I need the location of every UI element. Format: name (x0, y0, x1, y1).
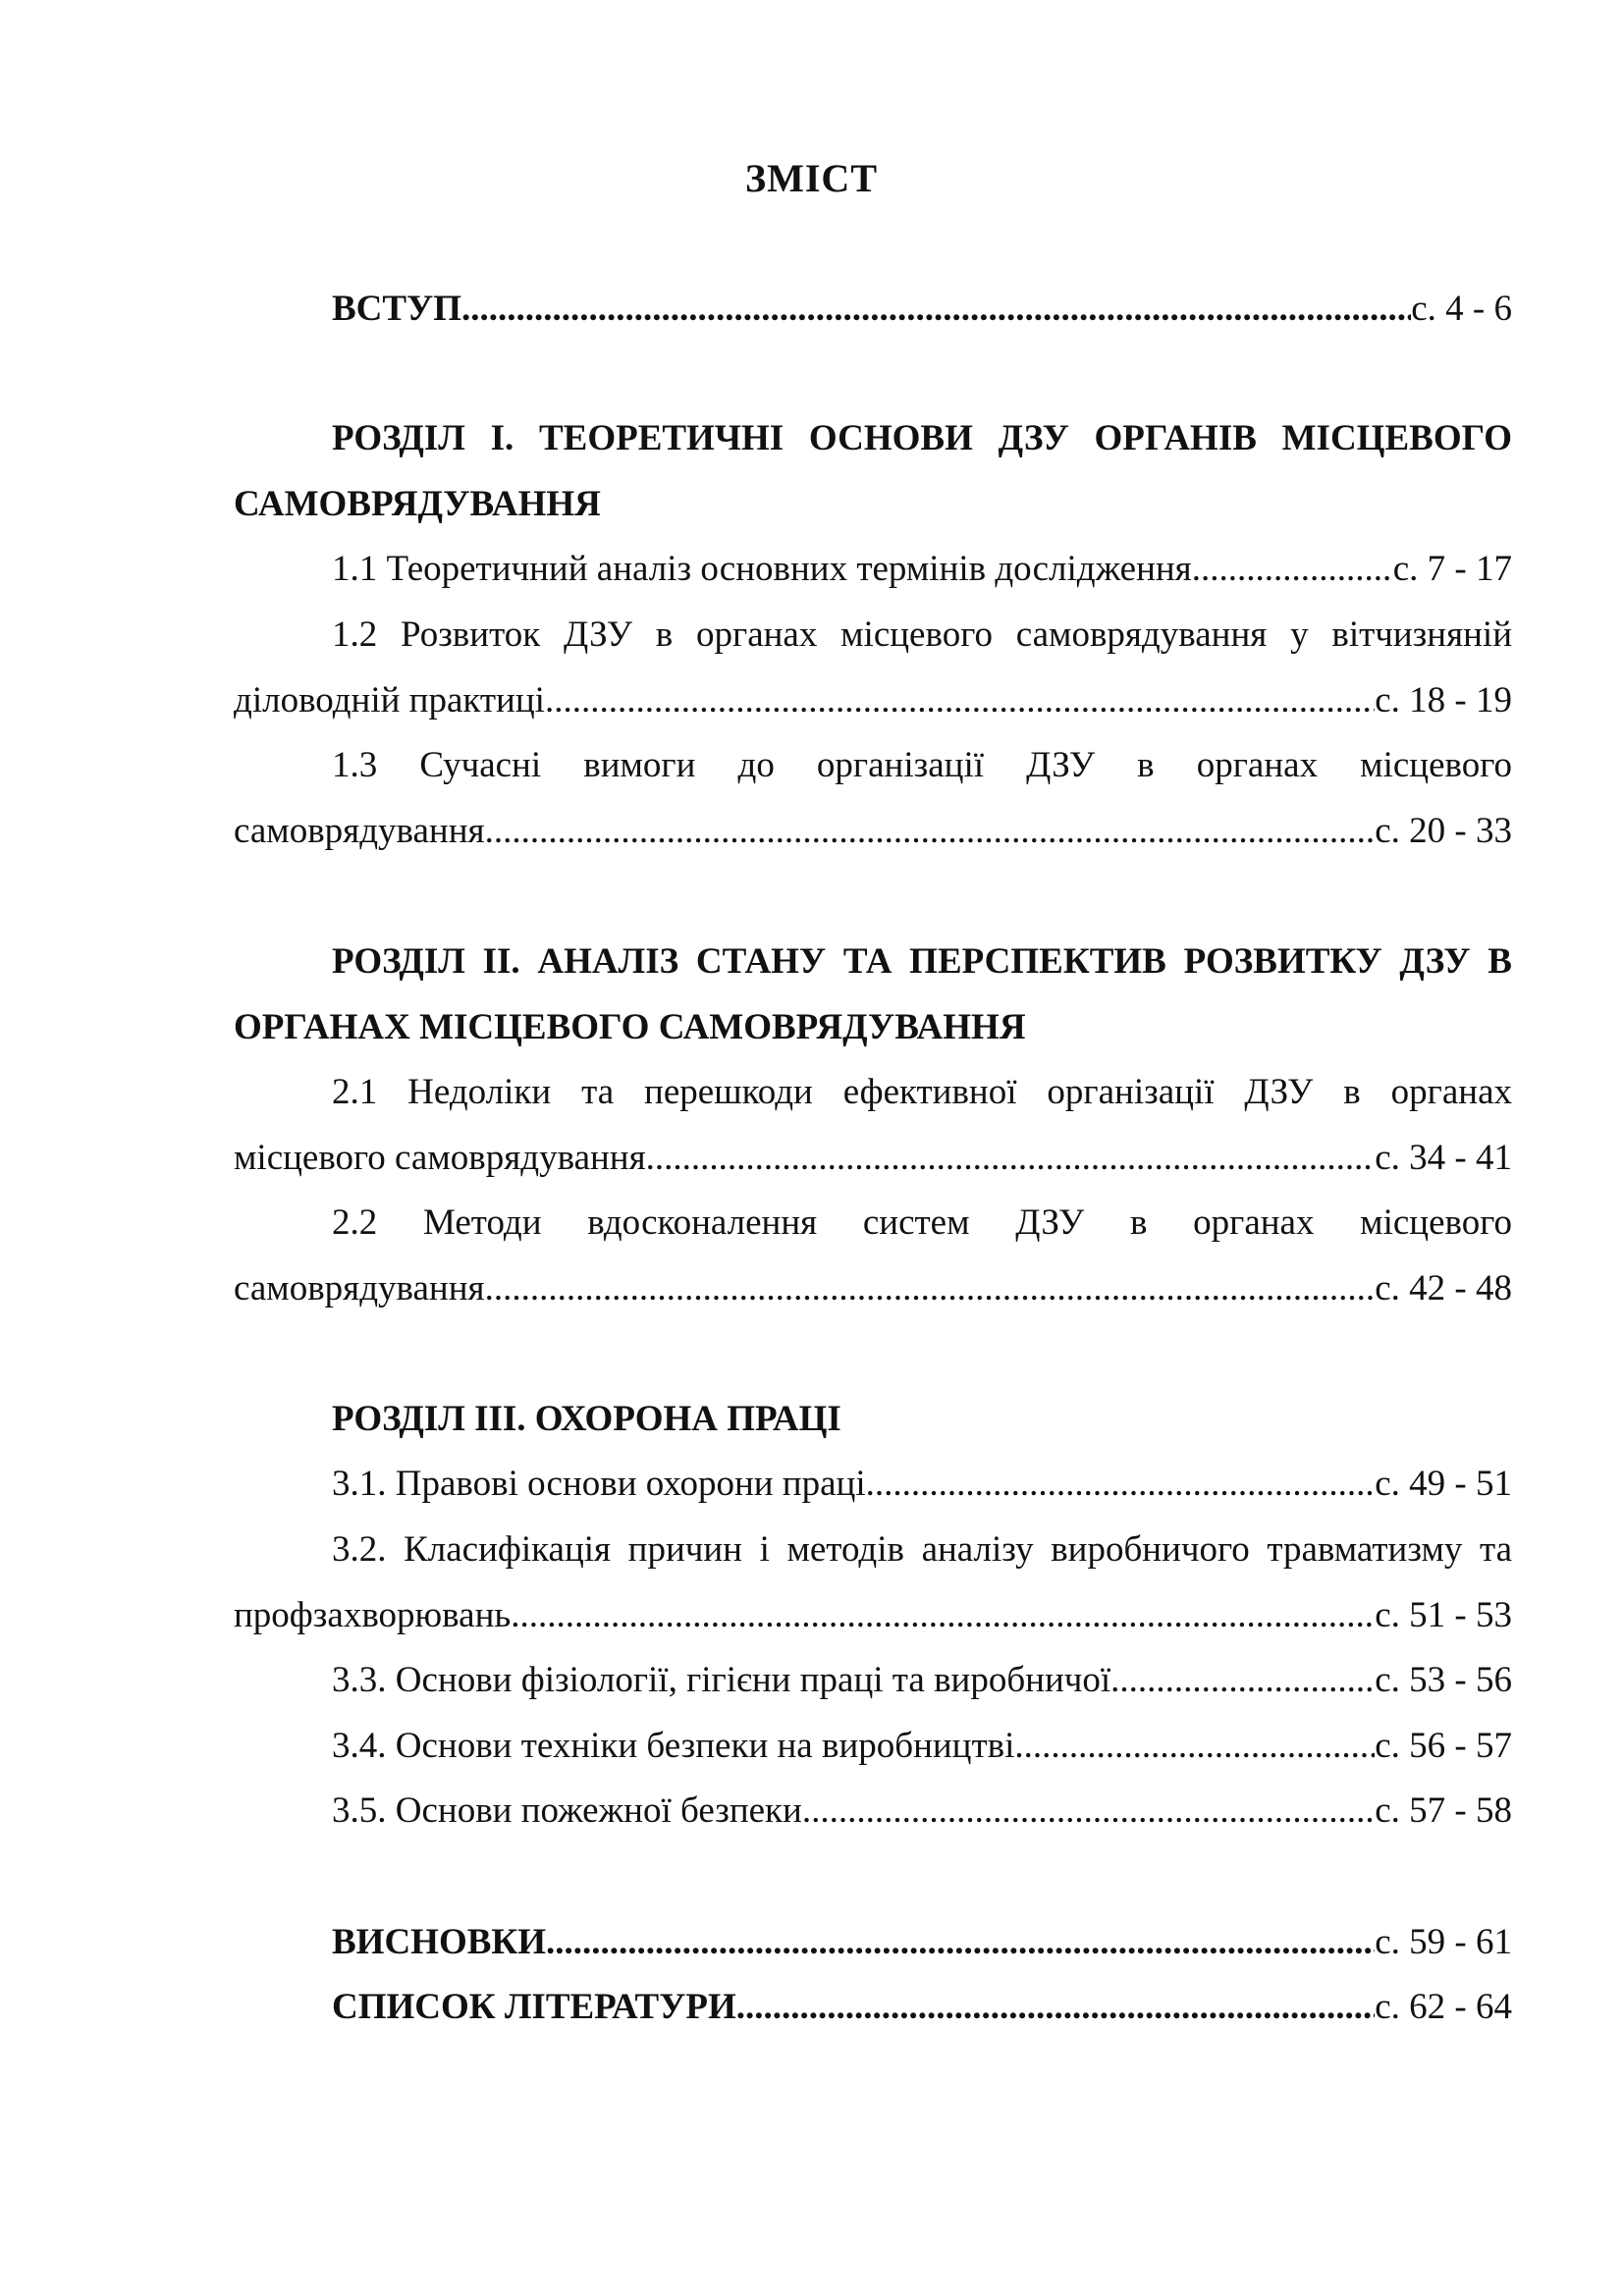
toc-entry-2-2-cont (234, 1267, 1512, 1310)
dot-leader (1192, 548, 1393, 591)
toc-entry-text: 2.2 Методи вдосконалення систем ДЗУ в органах місцевого (332, 1202, 1512, 1243)
toc-entry-2-1-cont (234, 1137, 1512, 1180)
dot-leader (1110, 1659, 1375, 1702)
dot-leader (802, 1789, 1375, 1833)
toc-entry-text: 1.1 Теоретичний аналіз основних термінів дослідження (332, 549, 1192, 589)
toc-entry-text: 3.5. Основи пожежної безпеки (332, 1790, 802, 1831)
dot-leader (866, 1463, 1376, 1506)
section-heading-line: РОЗДІЛ І. ТЕОРЕТИЧНІ ОСНОВИ ДЗУ ОРГАНІВ МІСЦЕВОГО (332, 418, 1512, 458)
toc-page-range: с. 56 - 57 (1375, 1726, 1512, 1766)
toc-page-range: с. 53 - 56 (1375, 1660, 1512, 1700)
toc-entry-3-5 (234, 1789, 1512, 1833)
toc-entry-3-3 (234, 1659, 1512, 1702)
toc-entry-3-4 (234, 1725, 1512, 1768)
toc-page-range: с. 20 - 33 (1375, 811, 1512, 851)
toc-entry-text: ВИСНОВКИ (332, 1922, 547, 1962)
toc-entry-1-1 (234, 548, 1512, 591)
toc-entry-text: діловодній практиці (234, 680, 545, 721)
dot-leader (511, 1594, 1375, 1637)
toc-page-range: с. 62 - 64 (1375, 1987, 1512, 2027)
toc-entry-references (234, 1986, 1512, 2029)
toc-entry-text: СПИСОК ЛІТЕРАТУРИ (332, 1987, 736, 2027)
section-1-heading-cont (234, 483, 1512, 526)
section-1-heading (234, 417, 1512, 460)
dot-leader (545, 679, 1375, 722)
dot-leader (646, 1137, 1376, 1180)
section-heading-line: ОРГАНАХ МІСЦЕВОГО САМОВРЯДУВАННЯ (234, 1007, 1026, 1047)
toc-entry-text: 3.1. Правові основи охорони праці (332, 1464, 866, 1504)
toc-entry-1-3 (234, 744, 1512, 787)
toc-entry-conclusions (234, 1921, 1512, 1964)
toc-entry-text: 1.2 Розвиток ДЗУ в органах місцевого самоврядування у вітчизняній (332, 614, 1512, 655)
toc-entry-text: 3.4. Основи техніки безпеки на виробництві (332, 1726, 1015, 1766)
toc-page-range: с. 42 - 48 (1375, 1268, 1512, 1308)
section-3-heading (234, 1398, 1512, 1441)
section-heading-line: САМОВРЯДУВАННЯ (234, 484, 601, 524)
toc-entry-3-2 (234, 1528, 1512, 1572)
toc-entry-text: 1.3 Сучасні вимоги до організації ДЗУ в органах місцевого (332, 745, 1512, 785)
toc-entry-3-1 (234, 1463, 1512, 1506)
dot-leader (485, 810, 1376, 853)
toc-page-range: с. 18 - 19 (1375, 680, 1512, 721)
toc-entry-2-1 (234, 1071, 1512, 1114)
section-heading-line: РОЗДІЛ ІІ. АНАЛІЗ СТАНУ ТА ПЕРСПЕКТИВ РОЗВИТКУ ДЗУ В (332, 941, 1512, 982)
toc-entry-text: 2.1 Недоліки та перешкоди ефективної організації ДЗУ в органах (332, 1072, 1512, 1112)
toc-page-range: с. 34 - 41 (1375, 1138, 1512, 1178)
dot-leader (1014, 1725, 1375, 1768)
toc-entry-1-3-cont (234, 810, 1512, 853)
toc-entry-text: ВСТУП (332, 289, 462, 329)
toc-entry-1-2 (234, 614, 1512, 657)
toc-entry-text: 3.3. Основи фізіології, гігієни праці та виробничої (332, 1660, 1111, 1700)
toc-entry-1-2-cont (234, 679, 1512, 722)
toc-entry-text: місцевого самоврядування (234, 1138, 646, 1178)
toc-page-range: с. 59 - 61 (1375, 1922, 1512, 1962)
dot-leader (736, 1986, 1376, 2029)
toc-page-range: с. 49 - 51 (1375, 1464, 1512, 1504)
toc-page-range: с. 7 - 17 (1392, 549, 1512, 589)
toc-entry-2-2 (234, 1201, 1512, 1245)
toc-entry-intro (234, 288, 1512, 331)
section-2-heading (234, 940, 1512, 984)
dot-leader (546, 1921, 1375, 1964)
toc-entry-text: профзахворювань (234, 1595, 512, 1635)
toc-entry-text: самоврядування (234, 811, 485, 851)
toc-page-range: с. 51 - 53 (1375, 1595, 1512, 1635)
toc-page-range: с. 57 - 58 (1375, 1790, 1512, 1831)
toc-entry-3-2-cont (234, 1594, 1512, 1637)
dot-leader (461, 288, 1411, 331)
section-2-heading-cont (234, 1006, 1512, 1049)
dot-leader (485, 1267, 1376, 1310)
toc-page-range: с. 4 - 6 (1411, 289, 1512, 329)
toc-entry-text: 3.2. Класифікація причин і методів аналізу виробничого травматизму та (332, 1529, 1512, 1570)
page-title: ЗМІСТ (745, 156, 878, 200)
toc-entry-text: самоврядування (234, 1268, 485, 1308)
section-heading-line: РОЗДІЛ ІІІ. ОХОРОНА ПРАЦІ (332, 1399, 841, 1439)
